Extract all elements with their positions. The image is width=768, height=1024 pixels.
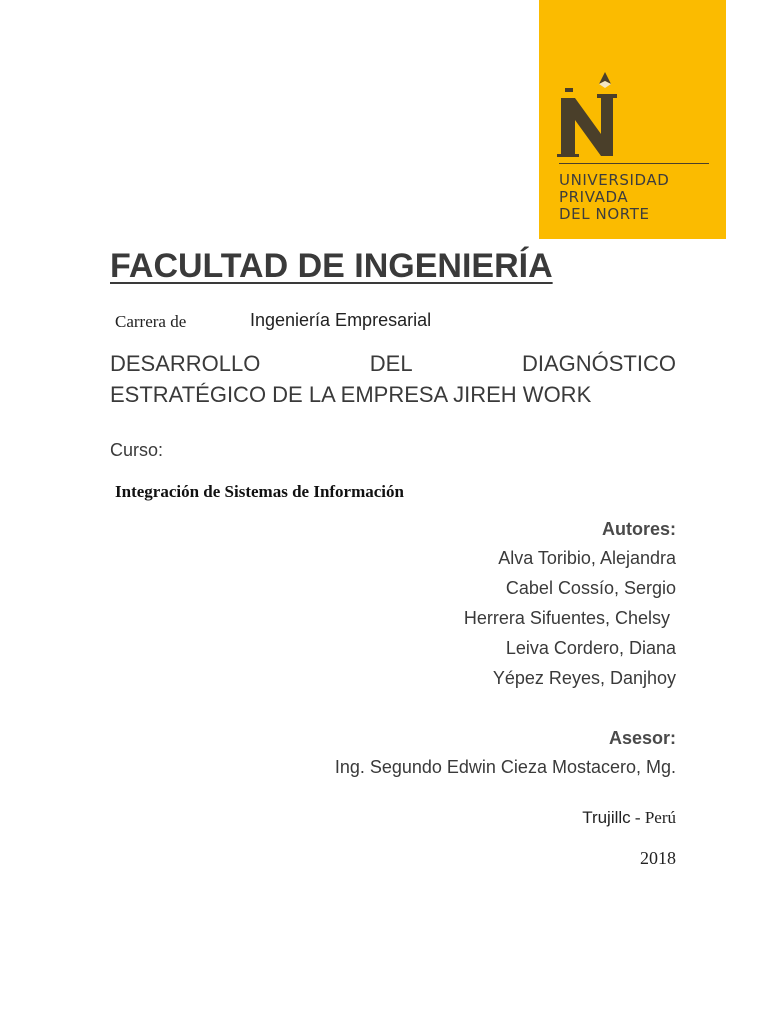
location-country: - Perú (630, 808, 676, 827)
logo-divider (559, 163, 709, 164)
location-city: Trujillc (582, 808, 631, 827)
project-title-word: DIAGNÓSTICO (521, 351, 676, 376)
faculty-title: FACULTAD DE INGENIERÍA (110, 247, 553, 285)
project-title-word: DEL (369, 351, 413, 376)
project-title-line-1 (110, 348, 676, 379)
advisor-name: Ing. Segundo Edwin Cieza Mostacero, Mg. (334, 757, 676, 777)
logo-line: UNIVERSIDAD (559, 171, 670, 189)
author-name: Herrera Sifuentes, Chelsy (463, 608, 670, 628)
year: 2018 (640, 848, 676, 868)
advisor-heading: Asesor: (608, 728, 676, 748)
project-title (110, 348, 676, 410)
author-name: Alva Toribio, Alejandra (498, 548, 676, 568)
authors-heading: Autores: (601, 519, 676, 539)
author-name: Leiva Cordero, Diana (505, 638, 676, 658)
career-value: Ingeniería Empresarial (250, 310, 432, 330)
project-title-word: DESARROLLO (110, 351, 261, 376)
location (582, 808, 676, 828)
logo-text (559, 172, 724, 223)
author-name: Yépez Reyes, Danjhoy (492, 668, 676, 688)
career-label: Carrera de (115, 312, 187, 331)
project-title-line-2: ESTRATÉGICO DE LA EMPRESA JIREH WORK (110, 382, 592, 407)
logo-line: PRIVADA (559, 188, 629, 206)
course-label: Curso: (110, 440, 164, 460)
university-logo (539, 0, 726, 239)
author-name: Cabel Cossío, Sergio (505, 578, 676, 598)
course-value: Integración de Sistemas de Información (115, 482, 404, 501)
logo-line: DEL NORTE (559, 205, 650, 223)
n-tilde-logo-icon (557, 72, 617, 158)
